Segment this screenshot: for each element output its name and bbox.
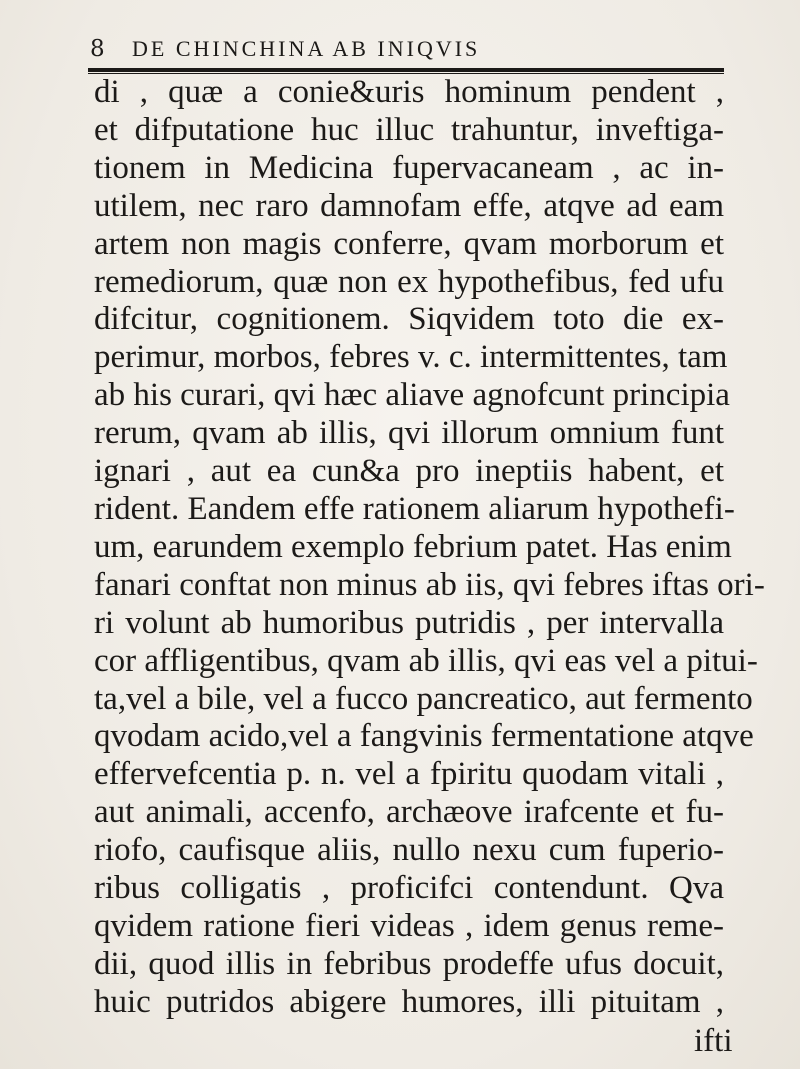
text-line: rerum, qvam ab illis, qvi illorum omnium funt (94, 415, 724, 452)
text-line: difcitur, cognitionem. Siqvidem toto die ex- (94, 301, 724, 338)
text-line: ribus colligatis , proficifci contendunt. Qva (94, 870, 724, 907)
text-line: dii, quod illis in febribus prodeffe ufus docuit, (94, 945, 724, 982)
text-line: qvidem ratione fieri videas , idem genus reme- (94, 907, 724, 944)
text-line: artem non magis conferre, qvam morborum et (94, 225, 724, 262)
text-line: tionem in Medicina fupervacaneam , ac in- (94, 149, 724, 186)
text-line: huic putridos abigere humores, illi pituitam , (94, 983, 724, 1020)
text-line: remediorum, quæ non ex hypothefibus, fed ufu (94, 263, 724, 300)
running-head: DE CHINCHINA AB INIQVIS (132, 36, 481, 61)
text-line: cor affligentibus, qvam ab illis, qvi eas vel a pitui- (94, 642, 758, 679)
text-line: ignari , aut ea cun&a pro ineptiis habent, et (94, 453, 724, 490)
text-line: aut animali, accenfo, archæove irafcente et fu- (94, 794, 724, 831)
text-line: utilem, nec raro damnofam effe, atqve ad eam (94, 187, 724, 224)
text-line: fanari conftat non minus ab iis, qvi febres iftas ori- (94, 566, 765, 603)
text-line: ab his curari, qvi hæc aliave agnofcunt principia (94, 377, 730, 414)
body-text (94, 74, 765, 1022)
text-line: et difputatione huc illuc trahuntur, inveftiga- (94, 111, 724, 148)
text-line: ta,vel a bile, vel a fucco pancreatico, aut fermento (94, 680, 753, 717)
text-line: perimur, morbos, febres v. c. intermittentes, tam (94, 339, 728, 376)
text-line: di , quæ a conie&uris hominum pendent , (94, 74, 724, 110)
text-line: effervefcentia p. n. vel a fpiritu quodam vitali , (94, 756, 724, 793)
page-header (88, 30, 728, 70)
text-line: rident. Eandem effe rationem aliarum hypothefi- (94, 490, 735, 527)
text-line: ri volunt ab humoribus putridis , per intervalla (94, 604, 724, 641)
text-line: um, earundem exemplo febrium patet. Has enim (94, 528, 732, 565)
page-number: 8 (90, 36, 106, 62)
catchword: ifti (694, 1023, 733, 1059)
text-line: riofo, caufisque aliis, nullo nexu cum fuperio- (94, 832, 724, 869)
text-line: qvodam acido,vel a fangvinis fermentatione atqve (94, 718, 754, 755)
